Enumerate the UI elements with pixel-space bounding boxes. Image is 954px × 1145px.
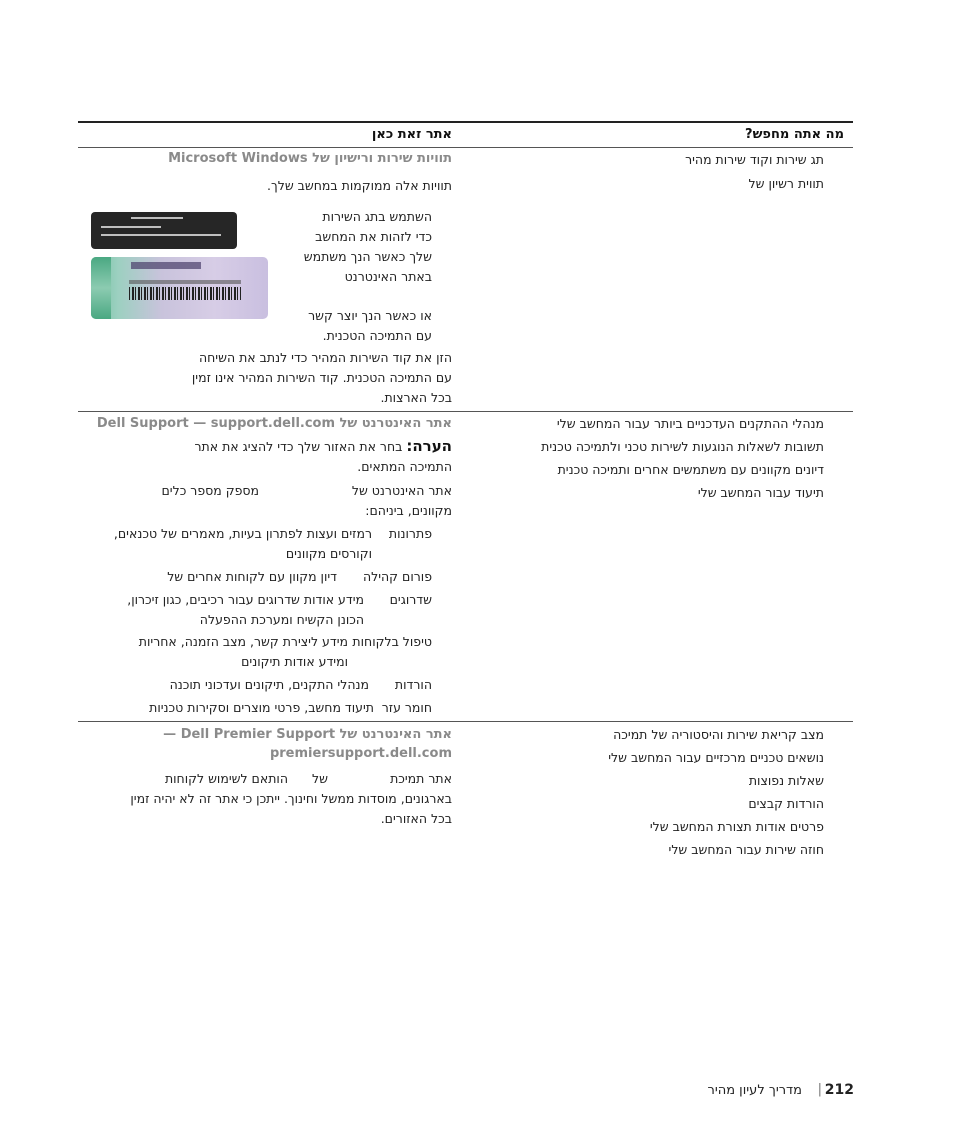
row1-right-list <box>504 150 824 194</box>
barcode-icon <box>129 287 241 300</box>
item-term: פורום קהילה <box>362 569 432 584</box>
text-line: בכל הארצות. <box>380 390 452 405</box>
text-line: מנהלי התקנים, תיקונים ועדכוני תוכנה <box>169 677 369 692</box>
row3-right-list <box>484 725 824 860</box>
note-text: בחר את האזור שלך כדי להציג את אתר <box>194 439 403 454</box>
text-line: וקורסים מקוונים <box>285 546 372 561</box>
site-intro-2: מקוונים, ביניהם: <box>365 503 452 518</box>
row1-title: תוויות שירות ורישיון של Microsoft Windows <box>168 151 452 166</box>
contact-text <box>272 306 432 346</box>
site-intro-a: אתר האינטרנט של <box>351 483 452 498</box>
text-line: עם התמיכה הטכנית. <box>322 328 432 343</box>
note-text-2: התמיכה המתאים. <box>357 459 452 474</box>
text-line: מידע אודות שדרוגים עבור רכיבים, כגון זיכרון, <box>127 592 364 607</box>
item-desc <box>74 590 364 630</box>
text-line: עם התמיכה הטכנית. קוד השירות המהיר אינו זמין <box>191 370 452 385</box>
list-item: נושאים טכניים מרכזיים עבור המחשב שלי <box>608 750 824 765</box>
item-desc <box>74 698 374 718</box>
item-desc <box>72 524 372 564</box>
row2-title: אתר האינטרנט של Dell Support — support.dell.com <box>96 416 452 431</box>
list-item: תג שירות וקוד שירות מהיר <box>685 152 824 167</box>
text-line: השתמש בתג השירות <box>322 209 432 224</box>
header-rule <box>78 147 853 148</box>
item-term: שדרוגים <box>389 592 432 607</box>
item-term: פתרונות <box>388 526 432 541</box>
row2-rule <box>78 721 853 722</box>
row1-rule <box>78 411 853 412</box>
list-item: דיונים מקוונים עם משתמשים אחרים ותמיכה טכנית <box>557 462 824 477</box>
premier-desc-line2: בארגונים, מוסדות ממשל וחינוך. ייתכן כי אתר זה לא יהיה זמין <box>130 791 452 806</box>
windows-coa-label-image <box>91 257 268 319</box>
row3-title-url: premiersupport.dell.com <box>269 746 452 761</box>
premier-desc-line3: בכל האזורים. <box>380 811 452 826</box>
footer-separator: | <box>817 1082 822 1097</box>
note-label: הערה: <box>406 437 452 455</box>
text-line: רמזים ועצות לפתרון בעיות, מאמרים של טכנאים, <box>113 526 372 541</box>
item-desc <box>87 567 337 587</box>
header-what-looking-for: מה אתה מחפש? <box>745 127 844 142</box>
text-line: כדי לזהות את המחשב <box>315 229 432 244</box>
premier-desc-b: של <box>312 771 328 786</box>
item-term: טיפול בלקוחות <box>352 634 432 649</box>
row1-intro: תוויות אלה ממוקמות במחשב שלך. <box>267 178 452 193</box>
note <box>72 436 452 477</box>
text-line: שלך כאשר הנך משתמש <box>303 249 432 264</box>
list-item: חוזה שירות עבור המחשב שלי <box>668 842 824 857</box>
item-term: הורדות <box>394 677 432 692</box>
item-desc <box>89 675 369 695</box>
service-tag-label-image <box>91 212 237 249</box>
express-code-text <box>152 348 452 408</box>
footer-title: מדריך לעיון מהיר <box>707 1083 802 1098</box>
list-item: שאלות נפוצות <box>748 773 824 788</box>
list-item: תשובות לשאלות הנוגעות לשירות טכני ולתמיכה טכנית <box>541 439 824 454</box>
header-find-it-here: אתר זאת כאן <box>371 127 452 142</box>
row3-title: אתר האינטרנט של Dell Premier Support — <box>163 727 452 742</box>
text-line: הזן את קוד השירות המהיר כדי לנתב את השיחה <box>198 350 452 365</box>
list-item: תווית רשיון של <box>748 176 824 191</box>
list-item: פרטים אודות תצורת המחשב שלי <box>649 819 824 834</box>
list-item: תיעוד עבור המחשב שלי <box>697 485 824 500</box>
item-term: חומר עזר <box>381 700 432 715</box>
premier-desc-a: אתר תמיכת <box>390 771 452 786</box>
list-item: הורדות קבצים <box>748 796 824 811</box>
text-line: הכונן הקשיח ומערכת ההפעלה <box>199 612 364 627</box>
text-line: באתר האינטרנט <box>344 269 432 284</box>
text-line: ומידע אודות תיקונים <box>241 654 348 669</box>
list-item: מנהלי ההתקנים העדכניים ביותר עבור המחשב שלי <box>556 416 824 431</box>
text-line: תיעוד מחשב, פרטי מוצרים וסקירות טכניות <box>149 700 374 715</box>
row2-right-list <box>484 414 824 503</box>
page-number: 212 <box>824 1082 854 1098</box>
table-top-rule <box>78 121 853 123</box>
site-intro-b: מספק מספר כלים <box>161 483 259 498</box>
premier-desc-c: הותאם לשימוש לקוחות <box>164 771 288 786</box>
list-item: מצב קריאת שירות והיסטוריה של תמיכה <box>613 727 824 742</box>
text-line: או כאשר הנך יוצר קשר <box>308 308 432 323</box>
service-tag-text <box>272 207 432 287</box>
item-desc <box>68 632 348 672</box>
text-line: מידע ליצירת קשר, מצב הזמנה, אחריות <box>138 634 348 649</box>
text-line: דיון מקוון עם לקוחות אחרים של <box>167 569 337 584</box>
